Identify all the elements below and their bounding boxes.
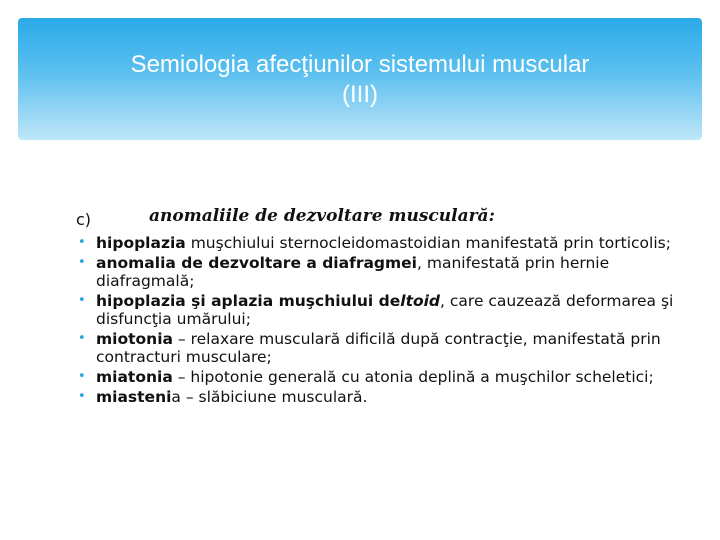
item-term: miasteni xyxy=(96,388,172,406)
item-text: – hipotonie generală cu atonia deplină a muşchilor scheletici; xyxy=(172,368,654,386)
bullet-icon: • xyxy=(78,369,86,384)
section-letter: c) xyxy=(76,210,92,229)
item-text: , manifestată prin hernie diafragmală; xyxy=(96,254,610,290)
item-term: anomalia de dezvoltare a diafragmei xyxy=(96,254,417,272)
bullet-icon: • xyxy=(78,255,86,270)
item-term: miotonia xyxy=(96,330,173,348)
bullet-icon: • xyxy=(78,235,86,250)
bullet-list xyxy=(76,234,696,406)
item-term: miatonia xyxy=(96,368,173,386)
item-text: , care cauzează deformarea şi disfuncţia umărului; xyxy=(96,292,674,328)
list-item xyxy=(76,330,696,366)
title-line-2: (III) xyxy=(342,81,378,108)
bullet-icon: • xyxy=(78,293,86,308)
item-term-italic: ltoid xyxy=(400,292,441,310)
slide-content xyxy=(76,206,696,408)
bullet-icon: • xyxy=(78,331,86,346)
item-text: – relaxare musculară dificilă după contracţie, manifestată prin contracturi musculare; xyxy=(96,330,661,366)
title-line-1: Semiologia afecţiunilor sistemului muscular xyxy=(130,51,590,78)
item-term: hipoplazia xyxy=(96,234,186,252)
list-item xyxy=(76,368,696,386)
item-text: a – slăbiciune musculară. xyxy=(171,388,368,406)
item-text: muşchiului sternocleidomastoidian manifestată prin torticolis; xyxy=(185,234,671,252)
section-header xyxy=(76,206,696,234)
list-item xyxy=(76,292,696,328)
section-heading: anomaliile de dezvoltare musculară: xyxy=(149,206,495,226)
list-item xyxy=(76,388,696,406)
bullet-icon: • xyxy=(78,389,86,404)
list-item xyxy=(76,234,696,252)
item-term: hipoplazia şi aplazia muşchiului de xyxy=(96,292,401,310)
list-item xyxy=(76,254,696,290)
page-title xyxy=(18,50,702,110)
